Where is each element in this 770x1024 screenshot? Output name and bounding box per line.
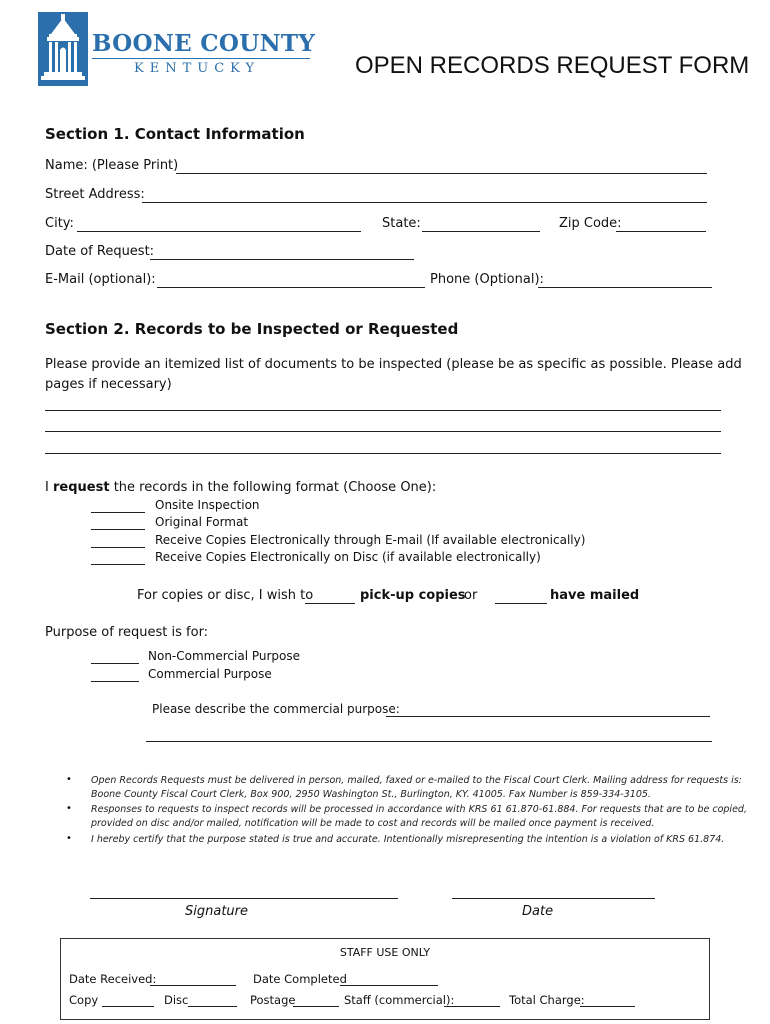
format-option-original: Original Format — [155, 515, 249, 529]
format-suffix: the records in the following format (Choose One): — [113, 480, 437, 495]
courthouse-icon — [38, 12, 88, 86]
name-label: Name: (Please Print) — [45, 158, 179, 173]
pickup-blank[interactable] — [305, 603, 355, 604]
note-2-line2: provided on disc and/or mailed, notification will be made to cost and records will be mailed once payment is received. — [91, 818, 655, 829]
phone-field[interactable] — [538, 287, 712, 288]
street-label: Street Address: — [45, 187, 145, 202]
email-field[interactable] — [157, 287, 425, 288]
disc-label: Disc — [164, 993, 189, 1007]
staff-heading: STAFF USE ONLY — [339, 946, 431, 959]
section1-heading: Section 1. Contact Information — [45, 125, 305, 143]
state-field[interactable] — [422, 231, 540, 232]
zip-field[interactable] — [616, 231, 706, 232]
describe-label: Please describe the commercial purpose: — [152, 702, 400, 716]
format-option-email: Receive Copies Electronically through E-mail (If available electronically) — [155, 533, 586, 547]
date-received-field[interactable] — [150, 985, 236, 986]
note-bullet-1: • — [66, 774, 72, 785]
date-completed-field[interactable] — [340, 985, 438, 986]
mailed-label: have mailed — [550, 588, 640, 603]
name-field[interactable] — [176, 173, 707, 174]
section2-heading: Section 2. Records to be Inspected or Requested — [45, 320, 459, 338]
signature-date-field[interactable] — [452, 898, 655, 899]
copy-field[interactable] — [102, 1006, 154, 1007]
purpose-commercial: Commercial Purpose — [148, 667, 272, 681]
format-option-blank-email[interactable] — [91, 547, 145, 548]
format-option-blank-onsite[interactable] — [91, 512, 145, 513]
describe-field-1[interactable] — [386, 716, 710, 717]
signature-label: Signature — [185, 904, 249, 919]
records-line-3[interactable] — [45, 453, 721, 454]
date-received-label: Date Received: — [69, 972, 157, 986]
county-logo — [38, 12, 88, 86]
brand-divider — [92, 58, 310, 59]
or-label: or — [464, 588, 478, 603]
instruction-line1: Please provide an itemized list of documents to be inspected (please be as specific as possible. Please add — [45, 357, 742, 372]
email-label: E-Mail (optional): — [45, 272, 156, 287]
note-bullet-3: • — [66, 833, 72, 844]
date-request-label: Date of Request: — [45, 244, 155, 259]
brand-state: KENTUCKY — [134, 61, 261, 76]
signature-date-label: Date — [522, 904, 554, 919]
city-field[interactable] — [77, 231, 361, 232]
city-label: City: — [45, 216, 74, 231]
staff-commercial-label: Staff (commercial): — [344, 993, 455, 1007]
format-option-onsite: Onsite Inspection — [155, 498, 260, 512]
format-prefix: I — [45, 480, 49, 495]
note-bullet-2: • — [66, 803, 72, 814]
format-option-blank-disc[interactable] — [91, 564, 145, 565]
instruction-line2: pages if necessary) — [45, 377, 172, 392]
copy-label: Copy — [69, 993, 99, 1007]
pickup-label: pick-up copies — [360, 588, 466, 603]
postage-field[interactable] — [293, 1006, 339, 1007]
format-option-blank-original[interactable] — [91, 529, 145, 530]
street-field[interactable] — [142, 202, 707, 203]
form-title: OPEN RECORDS REQUEST FORM — [355, 52, 750, 79]
postage-label: Postage — [250, 993, 296, 1007]
purpose-blank-commercial[interactable] — [91, 681, 139, 682]
total-charge-field[interactable] — [580, 1006, 635, 1007]
records-line-2[interactable] — [45, 431, 721, 432]
disc-field[interactable] — [188, 1006, 237, 1007]
brand-name: BOONE COUNTY — [92, 30, 316, 57]
date-request-field[interactable] — [150, 259, 414, 260]
copies-prompt: For copies or disc, I wish to — [137, 588, 314, 603]
note-3-line1: I hereby certify that the purpose stated is true and accurate. Intentionally misrepresenting the intention is a violation of KRS 61.874. — [91, 834, 725, 845]
purpose-blank-noncommercial[interactable] — [91, 663, 139, 664]
phone-label: Phone (Optional): — [430, 272, 544, 287]
date-completed-label: Date Completed — [253, 972, 347, 986]
format-bold: request — [52, 480, 110, 495]
format-prompt — [45, 480, 436, 495]
note-2-line1: Responses to requests to inspect records will be processed in accordance with KRS 61 61.870-61.884. For requests that are to be copied, — [91, 804, 747, 815]
total-charge-label: Total Charge: — [509, 993, 585, 1007]
describe-field-2[interactable] — [146, 741, 712, 742]
state-label: State: — [382, 216, 421, 231]
format-option-disc: Receive Copies Electronically on Disc (if available electronically) — [155, 550, 541, 564]
zip-label: Zip Code: — [559, 216, 622, 231]
staff-commercial-field[interactable] — [444, 1006, 500, 1007]
mailed-blank[interactable] — [495, 603, 547, 604]
purpose-noncommercial: Non-Commercial Purpose — [148, 649, 300, 663]
signature-field[interactable] — [90, 898, 398, 899]
note-1-line2: Boone County Fiscal Court Clerk, Box 900, 2950 Washington St., Burlington, KY. 41005. Fax Number is 859-334-3105. — [91, 789, 651, 800]
note-1-line1: Open Records Requests must be delivered in person, mailed, faxed or e-mailed to the Fiscal Court Clerk. Mailing address for requests is: — [91, 775, 742, 786]
purpose-label: Purpose of request is for: — [45, 625, 209, 640]
records-line-1[interactable] — [45, 410, 721, 411]
